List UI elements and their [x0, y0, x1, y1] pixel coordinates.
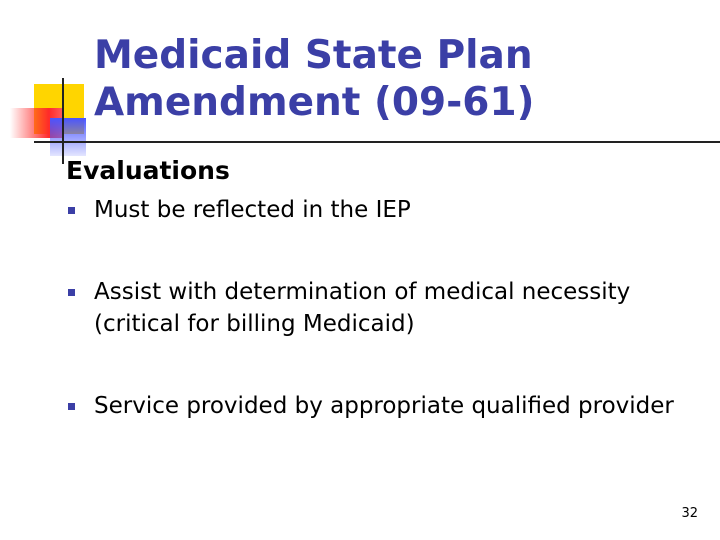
square-bullet-icon	[68, 207, 75, 214]
bullet-text: Assist with determination of medical necessity (critical for billing Medicaid)	[94, 279, 631, 337]
bullet-item	[66, 194, 686, 226]
square-bullet-icon	[68, 403, 75, 410]
decorative-vertical-line	[62, 78, 64, 164]
bullet-item	[66, 390, 686, 422]
slide-title	[94, 32, 694, 126]
section-heading: Evaluations	[66, 156, 230, 185]
page-number: 32	[681, 506, 698, 521]
square-bullet-icon	[68, 289, 75, 296]
slide-title-line-1: Medicaid State Plan	[94, 33, 533, 78]
slide-title-line-2: Amendment (09-61)	[94, 80, 535, 125]
bullet-text: Service provided by appropriate qualified provider	[94, 393, 674, 419]
decorative-blue-square	[50, 118, 86, 156]
bullet-list	[66, 194, 686, 422]
bullet-item	[66, 276, 686, 340]
title-underline	[34, 141, 720, 143]
bullet-text: Must be reflected in the IEP	[94, 197, 411, 223]
